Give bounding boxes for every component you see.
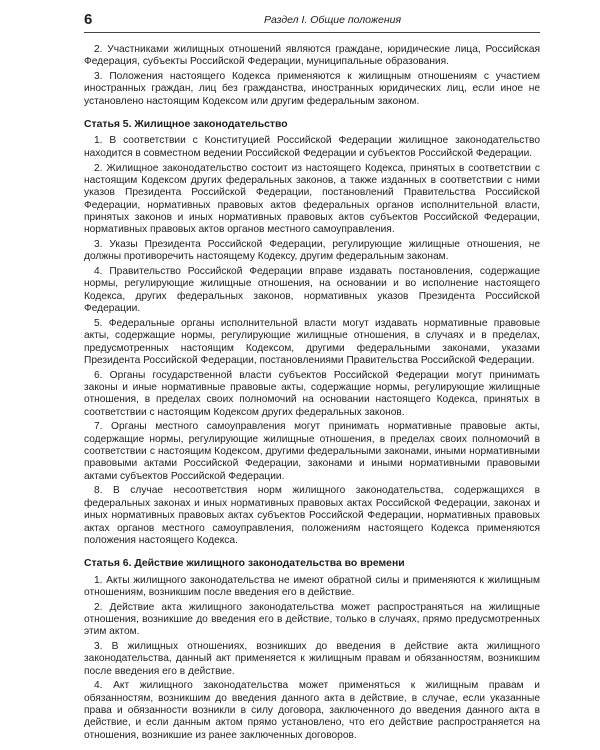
- intro-paragraph-3: 3. Положения настоящего Кодекса применяются к жилищным отношениям с участием иностранных граждан, лиц без гражданства, иностранных юридических лиц, если иное не установлено настоящим Кодексом или другим федеральным законом.: [84, 71, 540, 107]
- article-5-paragraph-5: 5. Федеральные органы исполнительной власти могут издавать нормативные правовые акты, содержащие нормы, регулирующие жилищные отношения, в случаях и в пределах, предусмотренных настоящим Кодексом, другими федеральными законами, указами Президента Российской Федерации, постановлениями Правительства Российской Федерации.: [84, 317, 540, 366]
- intro-paragraph-2: 2. Участниками жилищных отношений являются граждане, юридические лица, Российская Федерация, субъекты Российской Федерации, муниципальные образования.: [84, 44, 540, 68]
- article-5-paragraph-4: 4. Правительство Российской Федерации вправе издавать постановления, содержащие нормы, регулирующие жилищные отношения, на основании и во исполнение настоящего Кодекса, других федеральных законов, нормативных указов Президента Российской Федерации.: [84, 266, 540, 315]
- article-6-paragraph-1: 1. Акты жилищного законодательства не имеют обратной силы и применяются к жилищным отношениям, возникшим после введения его в действие.: [84, 574, 540, 598]
- document-body: [84, 44, 540, 745]
- page-number: 6: [84, 11, 93, 28]
- running-header: [84, 10, 540, 33]
- article-5-paragraph-8: 8. В случае несоответствия норм жилищного законодательства, содержащихся в федеральных законах и иных нормативных правовых актах Российской Федерации, законах и иных нормативных правовых актах субъектов Российской Федерации, нормативных правовых актах органов местного самоуправления, положениям настоящего Кодекса применяются положения настоящего Кодекса.: [84, 485, 540, 546]
- article-5-paragraph-1: 1. В соответствии с Конституцией Российской Федерации жилищное законодательство находится в совместном ведении Российской Федерации и субъектов Российской Федерации.: [84, 135, 540, 159]
- article-5-paragraph-3: 3. Указы Президента Российской Федерации, регулирующие жилищные отношения, не должны противоречить настоящему Кодексу, другим федеральным законам.: [84, 238, 540, 263]
- article-6-paragraph-4: 4. Акт жилищного законодательства может применяться к жилищным правам и обязанностям, возникшим до введения данного акта в действие, в случае, если указанные права и обязанности возникли в силу договора, заключенного до введения данного акта в действие, и если данным актом прямо установлено, что его действие распространяется на отношения, возникшие из ранее заключенных договоров.: [84, 680, 540, 741]
- article-5-paragraph-6: 6. Органы государственной власти субъектов Российской Федерации могут принимать законы и иные нормативные правовые акты, содержащие нормы, регулирующие жилищные отношения, в пределах своих полномочий на основании настоящего Кодекса, принятых в соответствии с настоящим Кодексом других федеральных законов.: [84, 369, 540, 418]
- article-5-heading: Статья 5. Жилищное законодательство: [84, 119, 288, 131]
- article-6-paragraph-2: 2. Действие акта жилищного законодательства может распространяться на жилищные отношения, возникшие до введения его в действие, только в случаях, прямо предусмотренных этим актом.: [84, 601, 540, 638]
- article-5-paragraph-7: 7. Органы местного самоуправления могут принимать нормативные правовые акты, содержащие нормы, регулирующие жилищные отношения, в пределах своих полномочий в соответствии с настоящим Кодексом, другими федеральными законами, иными нормативными правовыми актами Российской Федерации, законами и иными нормативными правовыми актами субъектов Российской Федерации.: [84, 421, 540, 482]
- section-title: Раздел I. Общие положения: [264, 14, 402, 26]
- article-5-paragraph-2: 2. Жилищное законодательство состоит из настоящего Кодекса, принятых в соответствии с настоящим Кодексом других федеральных законов, а также изданных в соответствии с ними указов Президента Российской Федерации, постановлений Правительства Российской Федерации, нормативных правовых актов федеральных органов исполнительной власти, принятых законов и иных нормативных правовых актов субъектов Российской Федерации, нормативных правовых актов органов местного самоуправления.: [84, 162, 540, 236]
- article-6-heading: Статья 6. Действие жилищного законодательства во времени: [84, 558, 405, 570]
- article-6-paragraph-3: 3. В жилищных отношениях, возникших до введения в действие акта жилищного законодательства, данный акт применяется к жилищным правам и обязанностям, возникшим после введения его в действие.: [84, 641, 540, 677]
